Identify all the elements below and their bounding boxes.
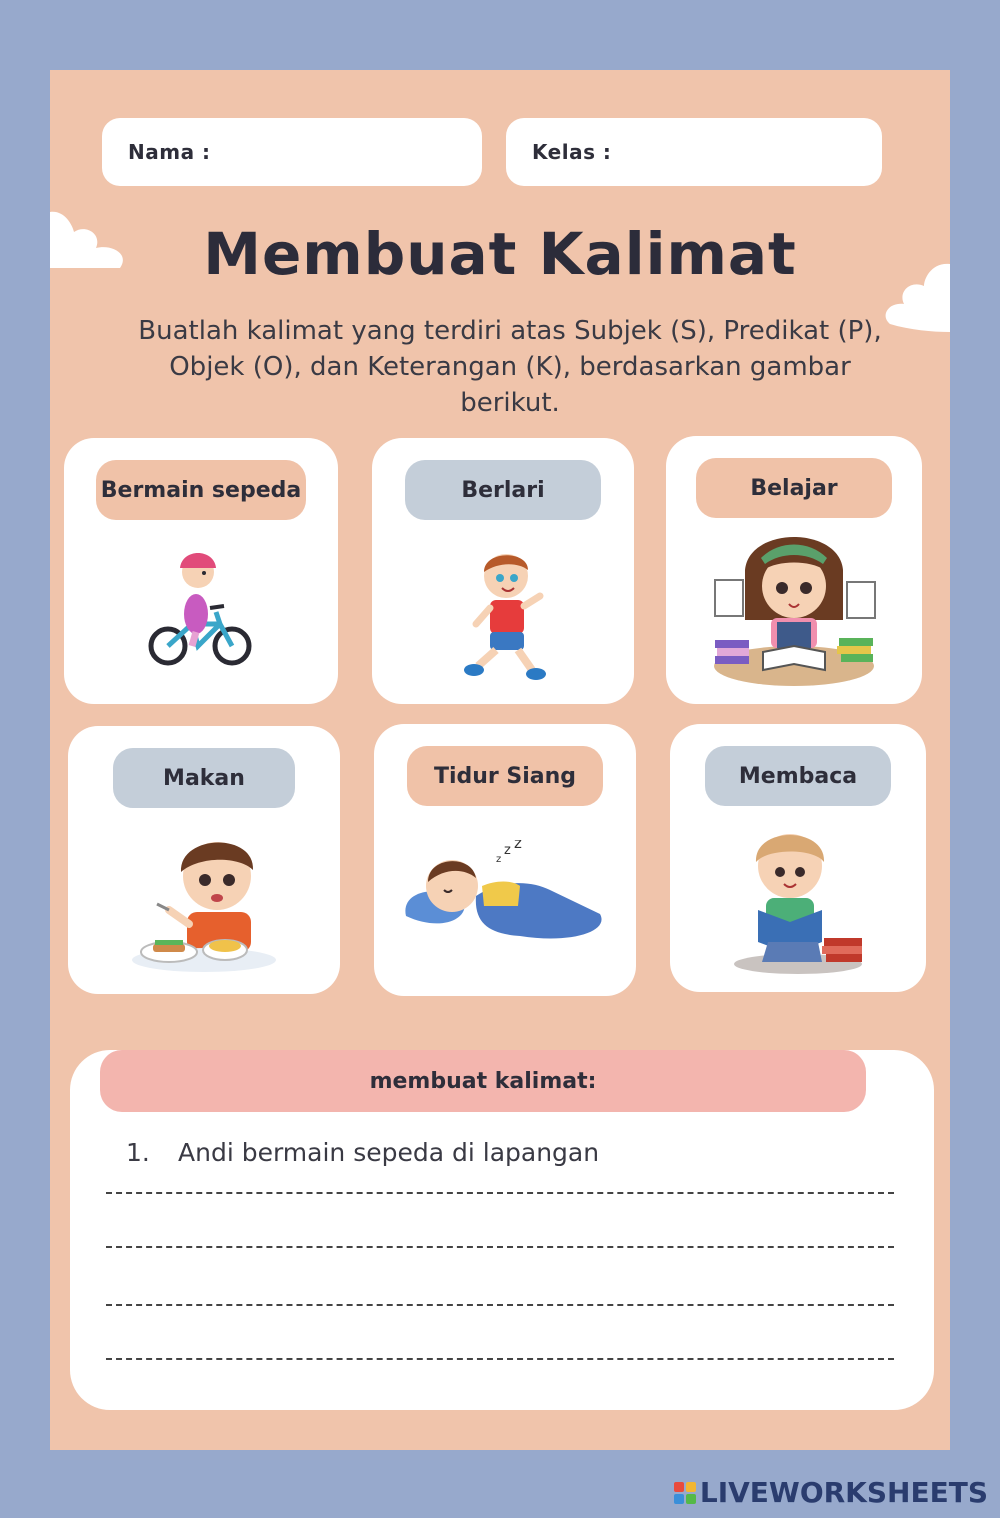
boy-reading-icon xyxy=(728,818,868,978)
page-title: Membuat Kalimat xyxy=(203,220,797,288)
class-label: Kelas : xyxy=(532,140,612,164)
answer-line-1 xyxy=(106,1192,894,1194)
svg-text:z: z xyxy=(504,843,511,858)
activity-card-belajar xyxy=(666,436,922,704)
activity-card-membaca xyxy=(670,724,926,992)
activity-card-makan xyxy=(68,726,340,994)
svg-text:z: z xyxy=(514,840,522,852)
class-field xyxy=(506,118,882,186)
name-input[interactable] xyxy=(221,131,482,173)
activity-card-tidur-siang xyxy=(374,724,636,996)
boy-eating-icon xyxy=(129,820,279,980)
liveworksheets-logo xyxy=(674,1476,988,1509)
liveworksheets-grid-icon xyxy=(674,1482,696,1504)
activity-label: Makan xyxy=(113,748,295,808)
answer-heading: membuat kalimat: xyxy=(100,1050,866,1112)
example-text: Andi bermain sepeda di lapangan xyxy=(178,1138,600,1167)
activity-label: Belajar xyxy=(696,458,892,518)
activity-card-bermain-sepeda xyxy=(64,438,338,704)
activity-card-berlari xyxy=(372,438,634,704)
instruction-text: Buatlah kalimat yang terdiri atas Subjek (S), Predikat (P), Objek (O), dan Keterangan (K), berdasarkan gambar berikut. xyxy=(138,316,882,418)
svg-text:z: z xyxy=(496,854,502,865)
class-input[interactable] xyxy=(621,131,882,173)
girl-studying-icon xyxy=(709,530,879,690)
boy-running-icon xyxy=(448,544,558,684)
brand-text: LIVEWORKSHEETS xyxy=(699,1476,988,1509)
answer-line-3 xyxy=(106,1304,894,1306)
answer-line-4 xyxy=(106,1358,894,1360)
activity-label: Bermain sepeda xyxy=(96,460,306,520)
answer-input-2[interactable] xyxy=(106,1208,898,1244)
name-field xyxy=(102,118,482,186)
activity-label: Berlari xyxy=(405,460,601,520)
answer-input-1[interactable] xyxy=(106,1154,898,1190)
answer-input-3[interactable] xyxy=(106,1266,898,1302)
worksheet xyxy=(50,70,950,1450)
answer-panel xyxy=(70,1050,934,1410)
activity-label: Membaca xyxy=(705,746,891,806)
activity-label: Tidur Siang xyxy=(407,746,603,806)
name-label: Nama : xyxy=(128,140,211,164)
example-number: 1. xyxy=(126,1138,150,1167)
answer-line-2 xyxy=(106,1246,894,1248)
answer-input-4[interactable] xyxy=(106,1320,898,1356)
girl-riding-bicycle-icon xyxy=(146,542,256,672)
boy-sleeping-icon xyxy=(400,840,610,950)
